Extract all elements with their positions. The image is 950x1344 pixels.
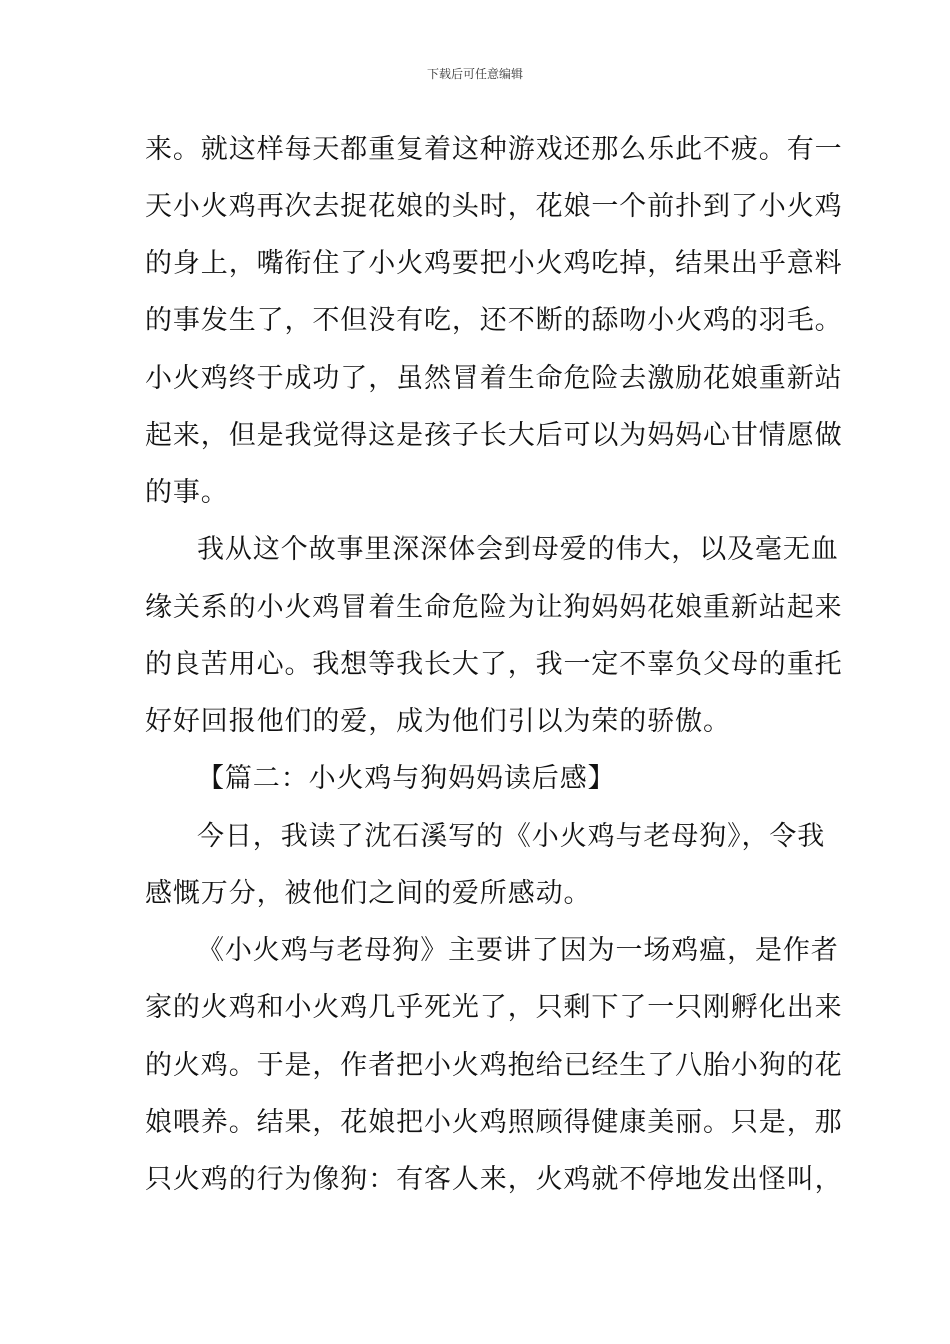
text-line: 的良苦用心。我想等我长大了，我一定不辜负父母的重托 xyxy=(145,649,843,680)
text-line: 来。就这样每天都重复着这种游戏还那么乐此不疲。有一 xyxy=(145,134,843,165)
text-line: 的身上，嘴衔住了小火鸡要把小火鸡吃掉，结果出乎意料 xyxy=(145,248,843,279)
text-line: 感慨万分，被他们之间的爱所感动。 xyxy=(145,878,592,909)
text-line: 的事发生了，不但没有吃，还不断的舔吻小火鸡的羽毛。 xyxy=(145,305,843,336)
text-line: 娘喂养。结果，花娘把小火鸡照顾得健康美丽。只是，那 xyxy=(145,1107,843,1138)
text-line: 的事。 xyxy=(145,477,229,508)
text-line: 起来，但是我觉得这是孩子长大后可以为妈妈心甘情愿做 xyxy=(145,420,843,451)
text-line: 的火鸡。于是，作者把小火鸡抱给已经生了八胎小狗的花 xyxy=(145,1050,843,1081)
paragraph-start-line: 今日，我读了沈石溪写的《小火鸡与老母狗》，令我 xyxy=(197,821,826,852)
paragraph-start-line: 我从这个故事里深深体会到母爱的伟大，以及毫无血 xyxy=(197,534,839,565)
text-line: 好好回报他们的爱，成为他们引以为荣的骄傲。 xyxy=(145,706,731,737)
text-line: 只火鸡的行为像狗：有客人来，火鸡就不停地发出怪叫， xyxy=(145,1164,843,1195)
paragraph-start-line: 《小火鸡与老母狗》主要讲了因为一场鸡瘟，是作者 xyxy=(197,935,839,966)
page-header: 下载后可任意编辑 xyxy=(426,67,523,81)
text-line: 家的火鸡和小火鸡几乎死光了，只剩下了一只刚孵化出来 xyxy=(145,992,843,1023)
section-heading: 【篇二：小火鸡与狗妈妈读后感】 xyxy=(197,763,616,794)
text-line: 缘关系的小火鸡冒着生命危险为让狗妈妈花娘重新站起来 xyxy=(145,592,843,623)
text-line: 小火鸡终于成功了，虽然冒着生命危险去激励花娘重新站 xyxy=(145,363,843,394)
text-line: 天小火鸡再次去捉花娘的头时，花娘一个前扑到了小火鸡 xyxy=(145,191,843,222)
